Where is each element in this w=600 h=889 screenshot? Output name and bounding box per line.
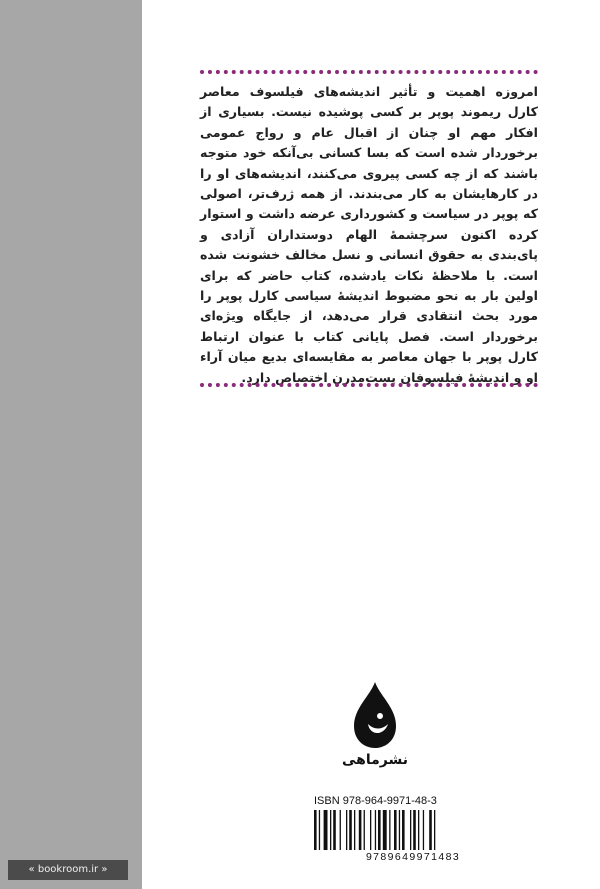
barcode-bar [383,810,387,850]
barcode-number: 9789649971483 [365,851,461,863]
barcode-bar [413,810,416,850]
barcode-bar [364,810,365,850]
barcode-bar [375,810,376,850]
barcode-bar [434,810,435,850]
barcode-bar [394,810,397,850]
barcode-bar [423,810,424,850]
barcode-bar [402,810,405,850]
barcode-bar [319,810,320,850]
book-spine [0,0,142,889]
back-cover-blurb: امروزه اهمیت و تأثیر اندیشه‌های فیلسوف معاصر کارل ریموند پوپر بر کسی پوشیده نیست. بسیاری از افکار مهم او چنان از اقبال عام و رواج عمومی برخوردار شده است که بسا کسانی بی‌آنکه خود متوجه باشند که از چه کسی پیروی می‌کنند، اندیشه‌های او را در کارهایشان به کار می‌بندند. از همه ژرف‌تر، اصولی که پوپر در سیاست و کشورداری عرضه داشت و استوار کرده اکنون سرچشمهٔ الهام دوستداران آزادی و پای‌بندی به حقوق انسانی و نسل مخالف خشونت شده است. با ملاحظهٔ نکات یادشده، کتاب حاضر که برای اولین بار به نحو مضبوط اندیشهٔ سیاسی کارل پوپر را مورد بحث انتقادی قرار می‌دهد، از جایگاه ویژه‌ای برخوردار است. فصل پایانی کتاب با عنوان ارتباط کارل پوپر با جهان معاصر به مقایسه‌ای بدیع میان آراء او و اندیشهٔ فیلسوفان پست‌مدرن اختصاص دارد. [200,84,538,385]
barcode-bar [378,810,381,850]
barcode-bar [333,810,336,850]
barcode-bar [429,810,432,850]
barcode-bar [340,810,341,850]
isbn-label: ISBN 978-964-9971-48-3 [314,795,437,807]
barcode-bar [410,810,411,850]
barcode-bar [324,810,328,850]
top-dotted-divider [200,70,538,74]
barcode-bar [370,810,371,850]
bottom-dotted-divider [200,383,538,387]
site-watermark: « bookroom.ir » [8,860,128,880]
barcode-bar [399,810,400,850]
barcode-bar [389,810,390,850]
publisher-name: نشرماهی [341,752,408,768]
barcode-bar [359,810,362,850]
barcode-bar [314,810,317,850]
barcode-bar [418,810,419,850]
barcode-bar [346,810,347,850]
barcode-bar [354,810,355,850]
barcode-bar [330,810,331,850]
barcode [312,810,514,854]
barcode-bar [349,810,352,850]
